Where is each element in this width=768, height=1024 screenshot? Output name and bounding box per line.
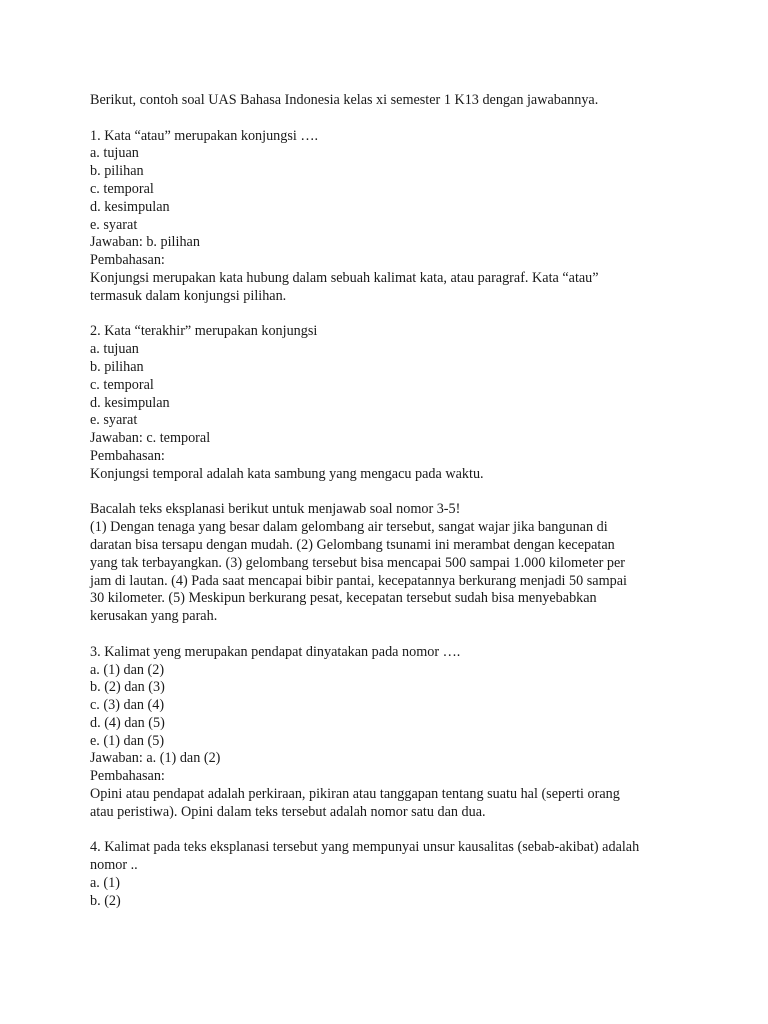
q4-option-a: a. (1) — [90, 875, 120, 892]
question-1-text: 1. Kata “atau” merupakan konjungsi …. — [90, 127, 319, 144]
q2-option-c: c. temporal — [90, 376, 154, 393]
intro-text: Berikut, contoh soal UAS Bahasa Indonesia kelas xi semester 1 K13 dengan jawabannya. — [90, 92, 599, 108]
q2-option-a: a. tujuan — [90, 341, 139, 358]
question-4-text-line-2: nomor .. — [90, 857, 138, 874]
q3-option-e: e. (1) dan (5) — [90, 732, 165, 749]
q3-answer: Jawaban: a. (1) dan (2) — [90, 750, 221, 767]
spacer — [90, 484, 700, 502]
passage-instruction: Bacalah teks eksplanasi berikut untuk menjawab soal nomor 3-5! — [90, 501, 461, 518]
question-4 — [90, 839, 700, 910]
q2-discussion: Konjungsi temporal adalah kata sambung yang mengacu pada waktu. — [90, 465, 484, 482]
q1-option-e: e. syarat — [90, 216, 138, 233]
question-3 — [90, 644, 700, 822]
q2-discussion-label: Pembahasan: — [90, 447, 165, 464]
q4-option-b: b. (2) — [90, 892, 121, 909]
spacer — [90, 110, 700, 128]
passage-line-3: yang tak terbayangkan. (3) gelombang tersebut bisa mencapai 500 sampai 1.000 kilometer per — [90, 554, 626, 571]
q3-discussion-label: Pembahasan: — [90, 768, 165, 785]
q3-option-a: a. (1) dan (2) — [90, 661, 165, 678]
q1-discussion-line-2: termasuk dalam konjungsi pilihan. — [90, 287, 287, 304]
q1-option-a: a. tujuan — [90, 145, 139, 162]
document-page — [90, 92, 700, 911]
q3-option-b: b. (2) dan (3) — [90, 679, 165, 696]
q2-option-e: e. syarat — [90, 412, 138, 429]
q2-answer: Jawaban: c. temporal — [90, 430, 211, 447]
q3-discussion-line-1: Opini atau pendapat adalah perkiraan, pikiran atau tanggapan tentang suatu hal (seperti orang — [90, 786, 620, 803]
q3-discussion-line-2: atau peristiwa). Opini dalam teks tersebut adalah nomor satu dan dua. — [90, 803, 486, 820]
question-1 — [90, 128, 700, 306]
question-2-text: 2. Kata “terakhir” merupakan konjungsi — [90, 323, 318, 340]
passage-line-1: (1) Dengan tenaga yang besar dalam gelombang air tersebut, sangat wajar jika bangunan di — [90, 519, 608, 536]
q1-discussion-label: Pembahasan: — [90, 252, 165, 269]
question-2 — [90, 323, 700, 483]
q3-option-d: d. (4) dan (5) — [90, 714, 165, 731]
q1-option-b: b. pilihan — [90, 163, 144, 180]
q2-option-b: b. pilihan — [90, 358, 144, 375]
passage-line-6: kerusakan yang parah. — [90, 608, 218, 625]
q3-option-c: c. (3) dan (4) — [90, 697, 165, 714]
passage-line-2: daratan bisa tersapu dengan mudah. (2) Gelombang tsunami ini merambat dengan kecepatan — [90, 536, 615, 553]
explanation-passage — [90, 501, 700, 626]
question-3-text: 3. Kalimat yeng merupakan pendapat dinyatakan pada nomor …. — [90, 643, 461, 660]
q1-option-d: d. kesimpulan — [90, 198, 170, 215]
spacer — [90, 626, 700, 644]
spacer — [90, 822, 700, 840]
q1-option-c: c. temporal — [90, 180, 154, 197]
q1-answer: Jawaban: b. pilihan — [90, 234, 200, 251]
q1-discussion-line-1: Konjungsi merupakan kata hubung dalam sebuah kalimat kata, atau paragraf. Kata “atau” — [90, 269, 599, 286]
passage-line-5: 30 kilometer. (5) Meskipun berkurang pesat, kecepatan tersebut sudah bisa menyebabkan — [90, 590, 597, 607]
question-4-text-line-1: 4. Kalimat pada teks eksplanasi tersebut yang mempunyai unsur kausalitas (sebab-akibat) adalah — [90, 839, 640, 856]
passage-line-4: jam di lautan. (4) Pada saat mencapai bibir pantai, kecepatannya berkurang menjadi 50 sampai — [90, 572, 627, 589]
spacer — [90, 306, 700, 324]
q2-option-d: d. kesimpulan — [90, 394, 170, 411]
